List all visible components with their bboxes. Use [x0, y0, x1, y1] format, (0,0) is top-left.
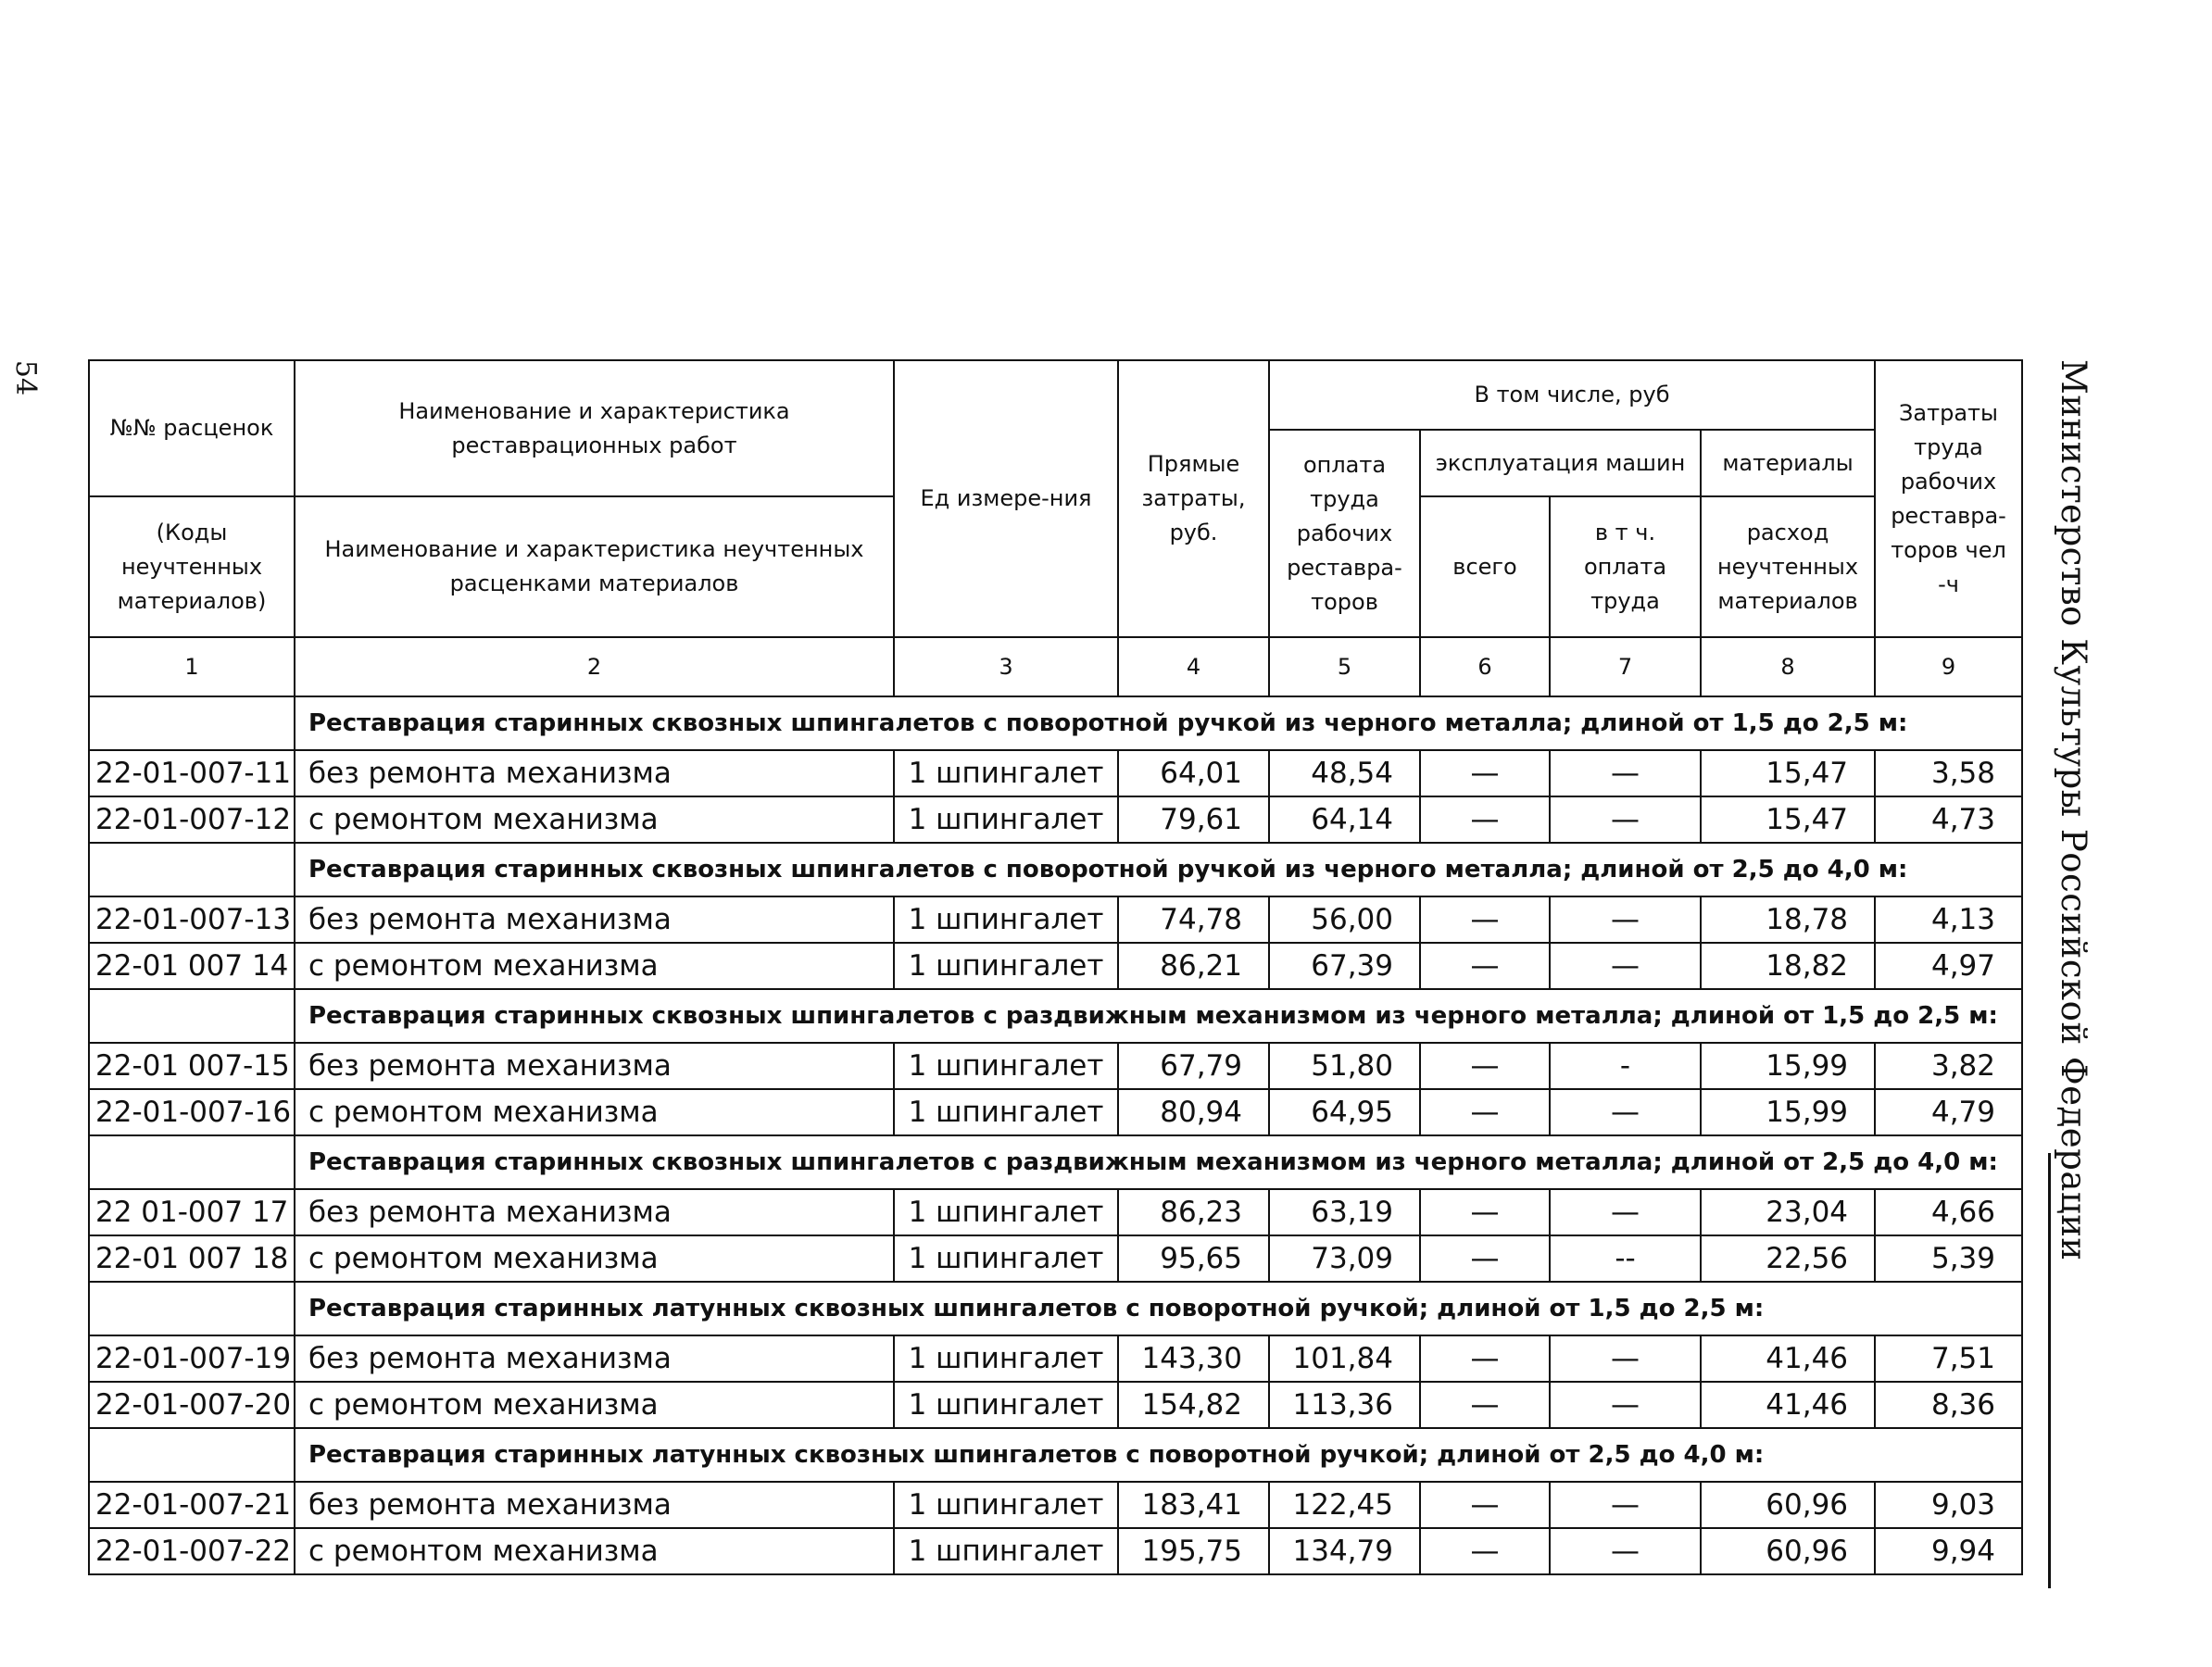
- unit: 1 шпингалет: [894, 1235, 1118, 1282]
- section-row: [89, 696, 2022, 750]
- unit: 1 шпингалет: [894, 1043, 1118, 1089]
- direct-costs: 74,78: [1118, 896, 1269, 943]
- table-row: [89, 1089, 2022, 1135]
- direct-costs: 154,82: [1118, 1382, 1269, 1428]
- column-number: 5: [1269, 637, 1420, 696]
- table-row: [89, 896, 2022, 943]
- rates-table: [88, 359, 2023, 1575]
- labor-hours: 9,03: [1875, 1482, 2022, 1528]
- labor-pay: 67,39: [1269, 943, 1420, 989]
- header-including-group: В том числе, руб: [1269, 360, 1875, 430]
- direct-costs: 183,41: [1118, 1482, 1269, 1528]
- work-name: без ремонта механизма: [295, 1189, 894, 1235]
- materials: 15,47: [1701, 750, 1875, 796]
- labor-hours: 7,51: [1875, 1335, 2022, 1382]
- header-labor-hours: Затраты труда рабочих реставра-торов чел -ч: [1875, 360, 2022, 637]
- machines-labor: —: [1550, 896, 1701, 943]
- table-row: [89, 943, 2022, 989]
- materials: 18,82: [1701, 943, 1875, 989]
- labor-hours: 4,66: [1875, 1189, 2022, 1235]
- column-number: 6: [1420, 637, 1550, 696]
- table-row: [89, 796, 2022, 843]
- labor-hours: 4,73: [1875, 796, 2022, 843]
- machines-total: —: [1420, 896, 1550, 943]
- table-body: [89, 696, 2022, 1574]
- section-title: Реставрация старинных сквозных шпингалетов с поворотной ручкой из черного металла; длиной от 2,5 до 4,0 м:: [295, 843, 2022, 896]
- table-row: [89, 750, 2022, 796]
- header-unaccounted-materials: расход неучтенных материалов: [1701, 496, 1875, 637]
- column-number: 4: [1118, 637, 1269, 696]
- table-row: [89, 1189, 2022, 1235]
- materials: 41,46: [1701, 1382, 1875, 1428]
- rate-code: 22-01-007-12: [89, 796, 295, 843]
- labor-hours: 3,58: [1875, 750, 2022, 796]
- section-row: [89, 1135, 2022, 1189]
- header-rate-numbers: №№ расценок: [89, 360, 295, 496]
- direct-costs: 67,79: [1118, 1043, 1269, 1089]
- machines-labor: —: [1550, 1335, 1701, 1382]
- section-title: Реставрация старинных сквозных шпингалетов с поворотной ручкой из черного металла; длиной от 1,5 до 2,5 м:: [295, 696, 2022, 750]
- machines-total: —: [1420, 1482, 1550, 1528]
- labor-pay: 56,00: [1269, 896, 1420, 943]
- column-number: 8: [1701, 637, 1875, 696]
- machines-total: —: [1420, 1189, 1550, 1235]
- rate-code: 22 01-007 17: [89, 1189, 295, 1235]
- labor-hours: 4,79: [1875, 1089, 2022, 1135]
- table-header: [89, 360, 2022, 696]
- work-name: с ремонтом механизма: [295, 943, 894, 989]
- unit: 1 шпингалет: [894, 1528, 1118, 1574]
- labor-hours: 9,94: [1875, 1528, 2022, 1574]
- direct-costs: 195,75: [1118, 1528, 1269, 1574]
- labor-pay: 101,84: [1269, 1335, 1420, 1382]
- header-machines-group: эксплуатация машин: [1420, 430, 1701, 496]
- materials: 15,47: [1701, 796, 1875, 843]
- work-name: без ремонта механизма: [295, 1482, 894, 1528]
- section-code-cell: [89, 1282, 295, 1335]
- rate-code: 22-01 007 18: [89, 1235, 295, 1282]
- header-unit: Ед измере-ния: [894, 360, 1118, 637]
- machines-labor: --: [1550, 1235, 1701, 1282]
- unit: 1 шпингалет: [894, 943, 1118, 989]
- rate-code: 22-01-007-11: [89, 750, 295, 796]
- materials: 15,99: [1701, 1043, 1875, 1089]
- header-materials-group: материалы: [1701, 430, 1875, 496]
- table-row: [89, 1335, 2022, 1382]
- header-machines-total: всего: [1420, 496, 1550, 637]
- unit: 1 шпингалет: [894, 1482, 1118, 1528]
- rate-code: 22-01-007-20: [89, 1382, 295, 1428]
- direct-costs: 86,21: [1118, 943, 1269, 989]
- rate-code: 22-01 007 14: [89, 943, 295, 989]
- column-number: 1: [89, 637, 295, 696]
- work-name: без ремонта механизма: [295, 1335, 894, 1382]
- direct-costs: 64,01: [1118, 750, 1269, 796]
- machines-labor: —: [1550, 1089, 1701, 1135]
- unit: 1 шпингалет: [894, 1335, 1118, 1382]
- section-code-cell: [89, 696, 295, 750]
- materials: 23,04: [1701, 1189, 1875, 1235]
- header-material-name: Наименование и характеристика неучтенных расценками материалов: [295, 496, 894, 637]
- materials: 60,96: [1701, 1482, 1875, 1528]
- direct-costs: 79,61: [1118, 796, 1269, 843]
- table-row: [89, 1235, 2022, 1282]
- rate-code: 22-01-007-19: [89, 1335, 295, 1382]
- section-row: [89, 843, 2022, 896]
- machines-labor: —: [1550, 1189, 1701, 1235]
- materials: 41,46: [1701, 1335, 1875, 1382]
- machines-total: —: [1420, 1089, 1550, 1135]
- machines-total: —: [1420, 1382, 1550, 1428]
- work-name: без ремонта механизма: [295, 896, 894, 943]
- direct-costs: 80,94: [1118, 1089, 1269, 1135]
- materials: 22,56: [1701, 1235, 1875, 1282]
- labor-pay: 64,14: [1269, 796, 1420, 843]
- work-name: с ремонтом механизма: [295, 1382, 894, 1428]
- labor-hours: 5,39: [1875, 1235, 2022, 1282]
- machines-labor: —: [1550, 796, 1701, 843]
- header-work-name: Наименование и характеристика реставрационных работ: [295, 360, 894, 496]
- labor-pay: 64,95: [1269, 1089, 1420, 1135]
- materials: 60,96: [1701, 1528, 1875, 1574]
- unit: 1 шпингалет: [894, 1189, 1118, 1235]
- table-row: [89, 1043, 2022, 1089]
- table-row: [89, 1482, 2022, 1528]
- work-name: с ремонтом механизма: [295, 1089, 894, 1135]
- labor-pay: 63,19: [1269, 1189, 1420, 1235]
- labor-pay: 122,45: [1269, 1482, 1420, 1528]
- work-name: с ремонтом механизма: [295, 796, 894, 843]
- labor-pay: 48,54: [1269, 750, 1420, 796]
- rate-code: 22-01 007-15: [89, 1043, 295, 1089]
- unit: 1 шпингалет: [894, 750, 1118, 796]
- rate-code: 22-01-007-13: [89, 896, 295, 943]
- rate-code: 22-01-007-21: [89, 1482, 295, 1528]
- direct-costs: 143,30: [1118, 1335, 1269, 1382]
- header-material-codes: (Коды неучтенных материалов): [89, 496, 295, 637]
- labor-pay: 113,36: [1269, 1382, 1420, 1428]
- machines-labor: —: [1550, 943, 1701, 989]
- section-code-cell: [89, 1135, 295, 1189]
- header-direct-costs: Прямые затраты, руб.: [1118, 360, 1269, 637]
- page-number: 54: [9, 359, 43, 396]
- labor-pay: 51,80: [1269, 1043, 1420, 1089]
- table-row: [89, 1382, 2022, 1428]
- section-title: Реставрация старинных латунных сквозных шпингалетов с поворотной ручкой; длиной от 2,5 до 4,0 м:: [295, 1428, 2022, 1482]
- labor-hours: 4,97: [1875, 943, 2022, 989]
- section-row: [89, 989, 2022, 1043]
- machines-labor: —: [1550, 1528, 1701, 1574]
- materials: 18,78: [1701, 896, 1875, 943]
- machines-total: —: [1420, 943, 1550, 989]
- direct-costs: 86,23: [1118, 1189, 1269, 1235]
- materials: 15,99: [1701, 1089, 1875, 1135]
- direct-costs: 95,65: [1118, 1235, 1269, 1282]
- section-title: Реставрация старинных сквозных шпингалетов с раздвижным механизмом из черного металла; длиной от 1,5 до 2,5 м:: [295, 989, 2022, 1043]
- machines-labor: -: [1550, 1043, 1701, 1089]
- machines-total: —: [1420, 1235, 1550, 1282]
- column-number: 9: [1875, 637, 2022, 696]
- work-name: с ремонтом механизма: [295, 1528, 894, 1574]
- unit: 1 шпингалет: [894, 796, 1118, 843]
- section-code-cell: [89, 989, 295, 1043]
- machines-labor: —: [1550, 1482, 1701, 1528]
- machines-labor: —: [1550, 1382, 1701, 1428]
- section-title: Реставрация старинных сквозных шпингалетов с раздвижным механизмом из черного металла; длиной от 2,5 до 4,0 м:: [295, 1135, 2022, 1189]
- unit: 1 шпингалет: [894, 1089, 1118, 1135]
- labor-hours: 8,36: [1875, 1382, 2022, 1428]
- machines-total: —: [1420, 1528, 1550, 1574]
- machines-total: —: [1420, 750, 1550, 796]
- section-title: Реставрация старинных латунных сквозных шпингалетов с поворотной ручкой; длиной от 1,5 до 2,5 м:: [295, 1282, 2022, 1335]
- machines-labor: —: [1550, 750, 1701, 796]
- machines-total: —: [1420, 796, 1550, 843]
- side-rule: [2048, 1153, 2051, 1588]
- section-row: [89, 1282, 2022, 1335]
- side-title: Министерство Культуры Российской Федерации: [2054, 359, 2093, 1261]
- labor-hours: 3,82: [1875, 1043, 2022, 1089]
- unit: 1 шпингалет: [894, 896, 1118, 943]
- unit: 1 шпингалет: [894, 1382, 1118, 1428]
- labor-pay: 134,79: [1269, 1528, 1420, 1574]
- work-name: без ремонта механизма: [295, 750, 894, 796]
- table-row: [89, 1528, 2022, 1574]
- column-number: 7: [1550, 637, 1701, 696]
- work-name: без ремонта механизма: [295, 1043, 894, 1089]
- work-name: с ремонтом механизма: [295, 1235, 894, 1282]
- labor-pay: 73,09: [1269, 1235, 1420, 1282]
- machines-total: —: [1420, 1043, 1550, 1089]
- header-machines-labor: в т ч. оплата труда: [1550, 496, 1701, 637]
- column-number: 2: [295, 637, 894, 696]
- section-code-cell: [89, 1428, 295, 1482]
- rate-code: 22-01-007-16: [89, 1089, 295, 1135]
- labor-hours: 4,13: [1875, 896, 2022, 943]
- column-number: 3: [894, 637, 1118, 696]
- section-code-cell: [89, 843, 295, 896]
- rate-code: 22-01-007-22: [89, 1528, 295, 1574]
- section-row: [89, 1428, 2022, 1482]
- machines-total: —: [1420, 1335, 1550, 1382]
- header-labor-pay: оплата труда рабочих реставра-торов: [1269, 430, 1420, 637]
